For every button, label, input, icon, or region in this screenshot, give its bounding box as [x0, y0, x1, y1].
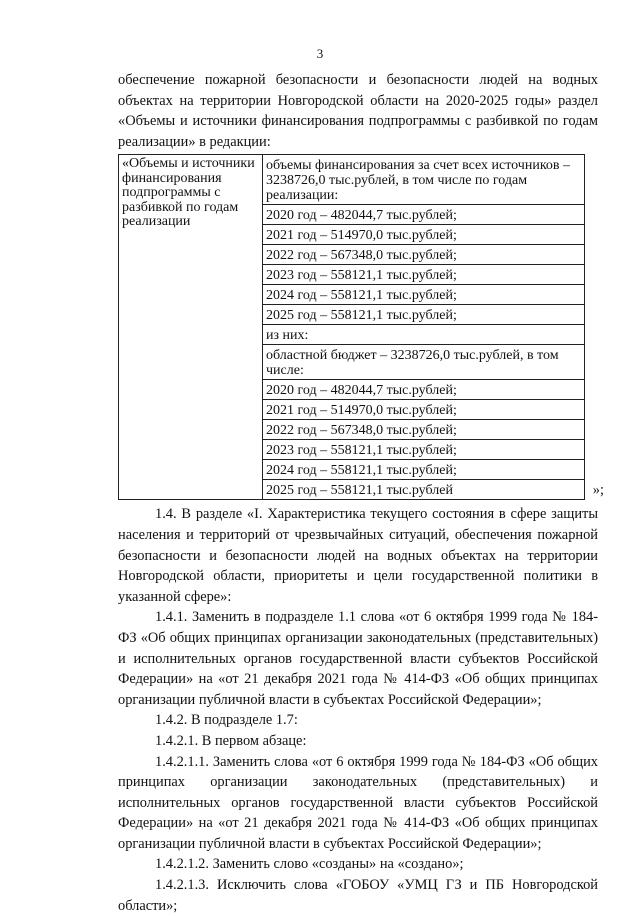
- funding-line: 2024 год – 558121,1 тыс.рублей;: [263, 284, 584, 304]
- funding-line: областной бюджет – 3238726,0 тыс.рублей, в том числе:: [263, 344, 584, 379]
- funding-line: из них:: [263, 324, 584, 344]
- table-closing-quote: »;: [592, 481, 604, 498]
- document-body: [118, 70, 604, 916]
- paragraph: 1.4.1. Заменить в подразделе 1.1 слова «от 6 октября 1999 года № 184-ФЗ «Об общих принципах организации законодательных (представительных) и исполнительных органов государственной власти субъектов Российской Федерации» на «от 21 декабря 2021 года № 414-ФЗ «Об общих принципах организации публичной власти в субъектах Российской Федерации»;: [118, 609, 598, 708]
- table-row: [119, 155, 585, 500]
- paragraph: 1.4.2.1.2. Заменить слово «созданы» на «создано»;: [155, 856, 464, 873]
- paragraph: 1.4.2.1.3. Исключить слова «ГОБОУ «УМЦ ГЗ и ПБ Новгородской области»;: [118, 877, 598, 914]
- funding-line: 2021 год – 514970,0 тыс.рублей;: [263, 224, 584, 244]
- funding-line: 2025 год – 558121,1 тыс.рублей: [263, 479, 584, 499]
- funding-line: 2020 год – 482044,7 тыс.рублей;: [263, 204, 584, 224]
- intro-paragraph: обеспечение пожарной безопасности и безопасности людей на водных объектах на территории Новгородской области на 2020-2025 годы» раздел «Объемы и источники финансирования подпрограммы с разбивкой по годам реализации» в редакции:: [118, 72, 598, 150]
- paragraph: 1.4.2. В подразделе 1.7:: [155, 712, 298, 729]
- funding-line: 2023 год – 558121,1 тыс.рублей;: [263, 264, 584, 284]
- table-left-label: «Объемы и источники финансирования подпрограммы с разбивкой по годам реализации: [119, 155, 263, 500]
- funding-table: [118, 154, 585, 500]
- funding-line: 2022 год – 567348,0 тыс.рублей;: [263, 244, 584, 264]
- paragraph: 1.4. В разделе «I. Характеристика текущего состояния в сфере защиты населения и территорий от чрезвычайных ситуаций, обеспечения пожарной безопасности и безопасности людей на водных объектах на территории Новгородской области, приоритеты и цели государственной политики в указанной сфере»:: [118, 506, 598, 605]
- funding-line: 2022 год – 567348,0 тыс.рублей;: [263, 419, 584, 439]
- funding-line: 2023 год – 558121,1 тыс.рублей;: [263, 439, 584, 459]
- funding-line: 2020 год – 482044,7 тыс.рублей;: [263, 379, 584, 399]
- table-right-cell: [263, 155, 585, 500]
- funding-line: 2025 год – 558121,1 тыс.рублей;: [263, 304, 584, 324]
- funding-line: 2021 год – 514970,0 тыс.рублей;: [263, 399, 584, 419]
- funding-line: 2024 год – 558121,1 тыс.рублей;: [263, 459, 584, 479]
- page-number: 3: [316, 46, 324, 61]
- funding-table-wrapper: [118, 154, 604, 500]
- funding-line: объемы финансирования за счет всех источников – 3238726,0 тыс.рублей, в том числе по годам реализации:: [266, 158, 571, 204]
- paragraph: 1.4.2.1. В первом абзаце:: [155, 732, 307, 749]
- paragraph: 1.4.2.1.1. Заменить слова «от 6 октября 1999 года № 184-ФЗ «Об общих принципах организации законодательных (представительных) и исполнительных органов государственной власти субъектов Российской Федерации» на «от 21 декабря 2021 года № 414-ФЗ «Об общих принципах организации публичной власти в субъектах Российской Федерации»;: [118, 753, 598, 852]
